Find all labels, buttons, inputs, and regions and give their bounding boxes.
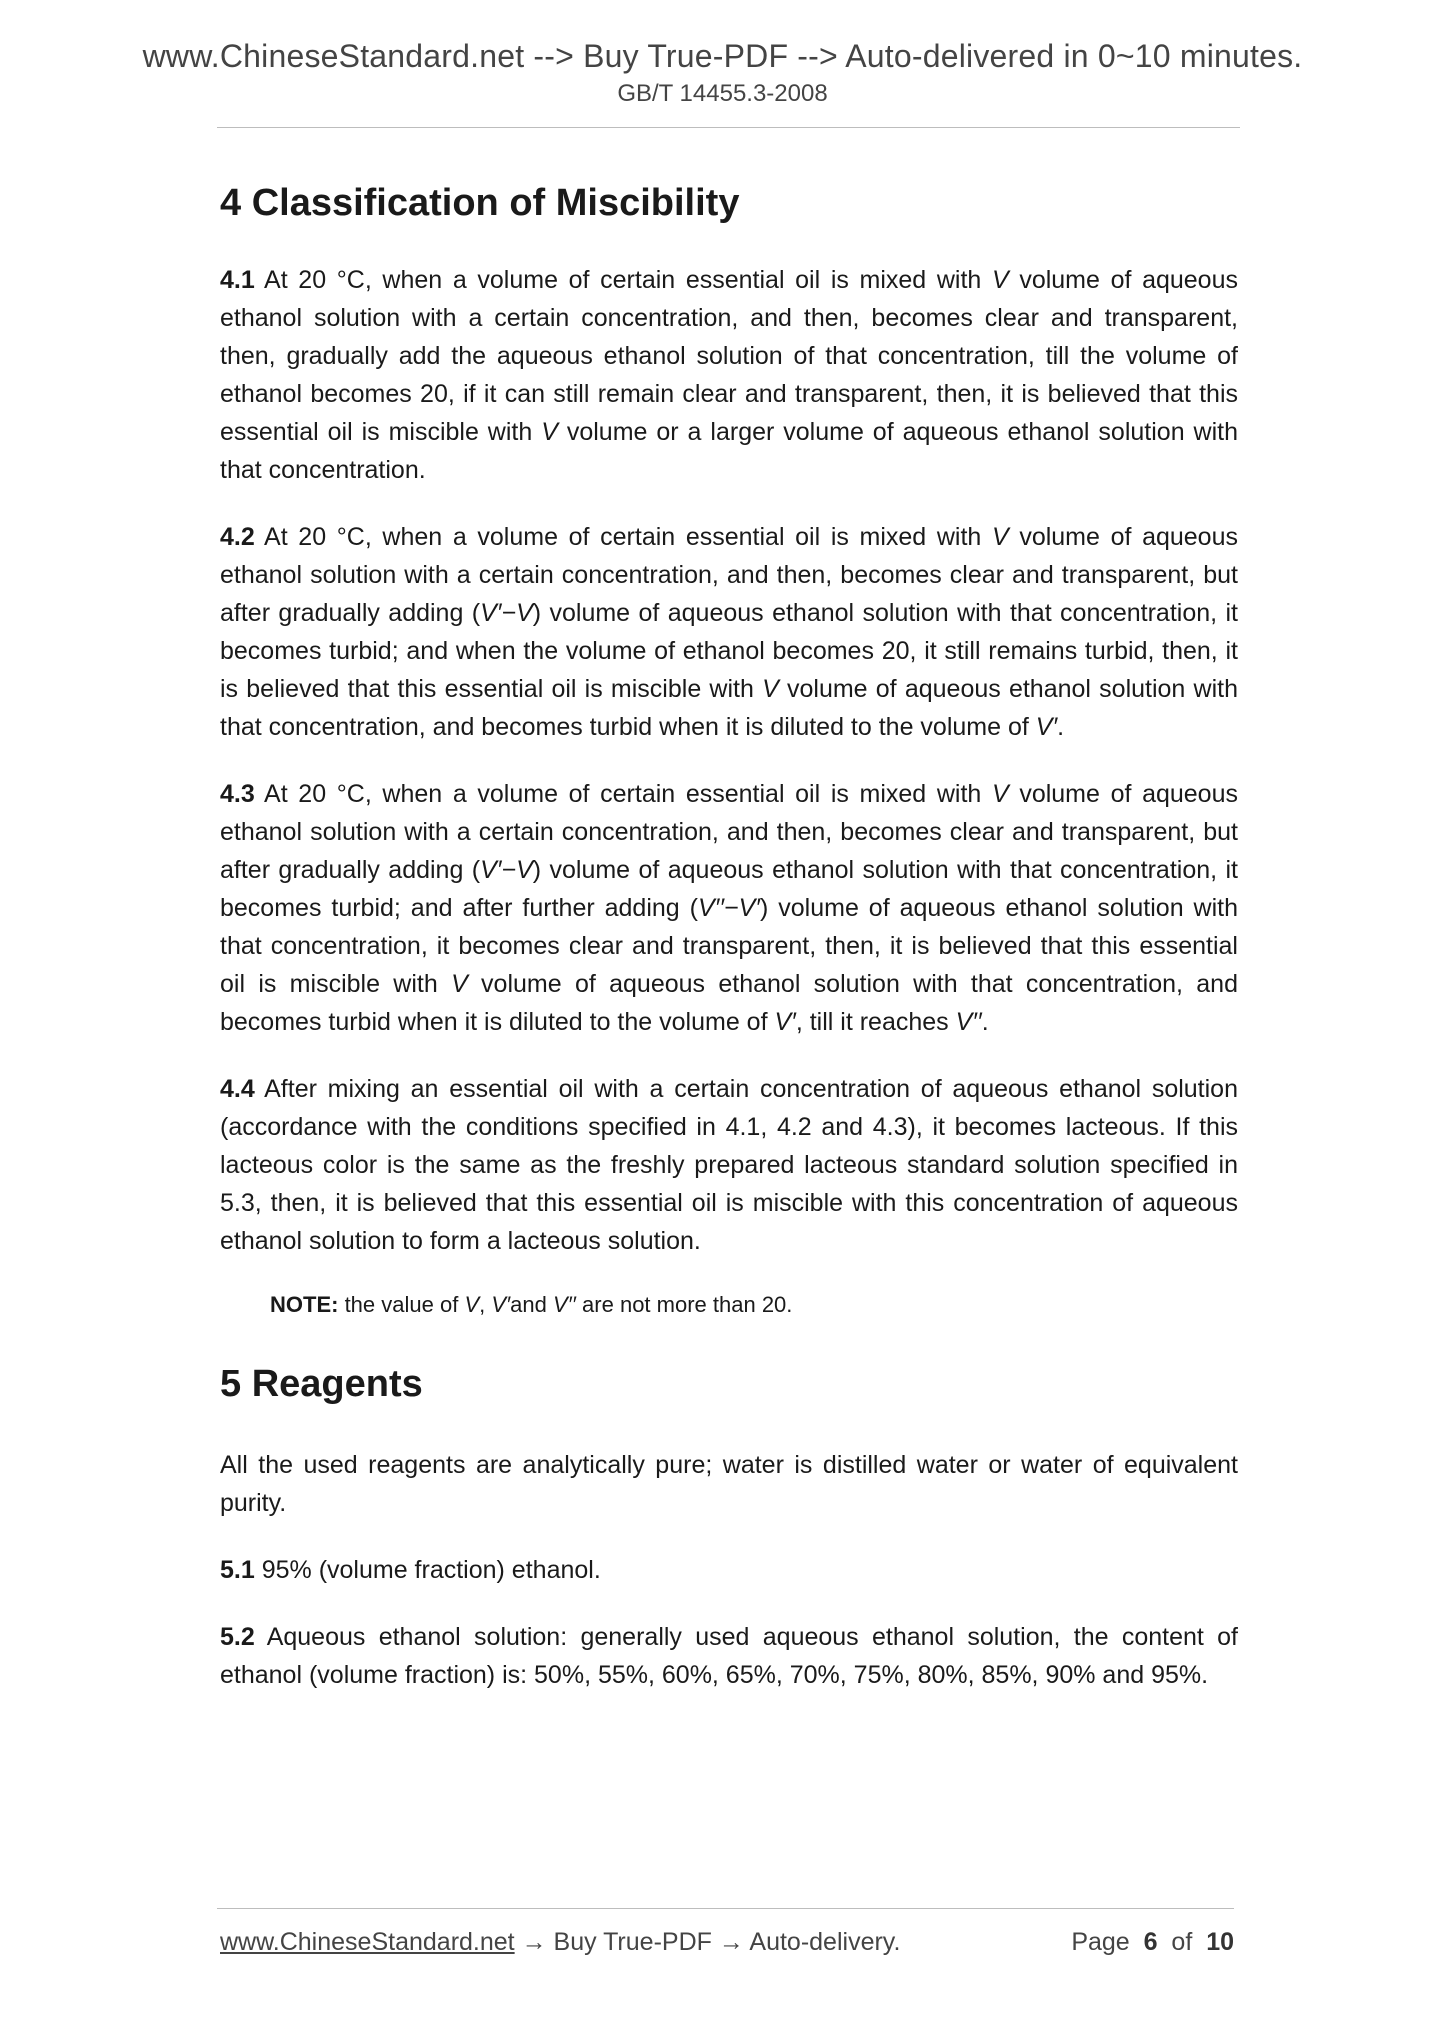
variable: V′ <box>491 1292 511 1317</box>
header-divider <box>217 127 1240 128</box>
variable: V <box>762 675 779 703</box>
variable: V <box>991 780 1009 808</box>
footer-promo-text: → Buy True-PDF → Auto-delivery. <box>514 1928 901 1956</box>
page-content <box>220 182 1238 1723</box>
clause-number: 4.3 <box>220 780 255 808</box>
variable: V′′−V′ <box>697 894 760 922</box>
page-footer <box>220 1928 1234 1964</box>
variable: V <box>451 970 468 998</box>
page-total: 10 <box>1206 1928 1234 1956</box>
variable: V′ <box>774 1008 796 1036</box>
clause-number: 4.2 <box>220 523 255 551</box>
variable: V <box>991 266 1009 294</box>
variable: V <box>991 523 1009 551</box>
clause-number: 4.4 <box>220 1075 255 1103</box>
note-label: NOTE: <box>270 1292 339 1317</box>
variable: V <box>541 418 558 446</box>
variable: V′′ <box>955 1008 982 1036</box>
clause-number: 5.1 <box>220 1556 255 1584</box>
footer-divider <box>217 1908 1234 1909</box>
clause-5-1: 5.1 95% (volume fraction) ethanol. <box>220 1556 601 1584</box>
header-banner: www.ChineseStandard.net --> Buy True-PDF --> Auto-delivered in 0~10 minutes. <box>142 38 1303 74</box>
standard-code: GB/T 14455.3-2008 <box>617 80 828 107</box>
section-5-intro: All the used reagents are analytically pure; water is distilled water or water of equivalent purity. <box>220 1451 1238 1517</box>
page-indicator: Page 6 of 10 <box>1071 1928 1234 1956</box>
clause-4-1: 4.1 At 20 °C, when a volume of certain essential oil is mixed with V volume of aqueous ethanol solution with a certain concentration, and then, becomes clear and transparent, then, gradually add the aqueous ethanol solution of that concentration, till the volume of ethanol becomes 20, if it can still remain clear and transparent, then, it is believed that this essential oil is miscible with V volume or a larger volume of aqueous ethanol solution with that concentration. <box>220 266 1239 484</box>
page-number: 6 <box>1143 1928 1158 1956</box>
variable: V′ <box>1035 713 1058 741</box>
clause-4-3: 4.3 At 20 °C, when a volume of certain essential oil is mixed with V volume of aqueous ethanol solution with a certain concentration, and then, becomes clear and transparent, but after gradually adding (V′−V) volume of aqueous ethanol solution with that concentration, it becomes turbid; and after further adding (V′′−V′) volume of aqueous ethanol solution with that concentration, it becomes clear and transparent, then, it is believed that this essential oil is miscible with V volume of aqueous ethanol solution with that concentration, and becomes turbid when it is diluted to the volume of V′, till it reaches V′′. <box>220 780 1238 1036</box>
section-4-title: 4 Classification of Miscibility <box>220 182 740 224</box>
clause-5-2: 5.2 Aqueous ethanol solution: generally used aqueous ethanol solution, the content of ethanol (volume fraction) is: 50%, 55%, 60%, 65%, 70%, 75%, 80%, 85%, 90% and 95%. <box>220 1623 1238 1689</box>
note: NOTE: the value of V, V′and V′′ are not more than 20. <box>270 1292 793 1317</box>
variable: V′′ <box>553 1292 576 1317</box>
variable: V <box>464 1292 480 1317</box>
clause-number: 4.1 <box>220 266 255 294</box>
variable: V′−V <box>480 856 533 884</box>
clause-4-2: 4.2 At 20 °C, when a volume of certain essential oil is mixed with V volume of aqueous ethanol solution with a certain concentration, and then, becomes clear and transparent, but after gradually adding (V′−V) volume of aqueous ethanol solution with that concentration, it becomes turbid; and when the volume of ethanol becomes 20, it still remains turbid, then, it is believed that this essential oil is miscible with V volume of aqueous ethanol solution with that concentration, and becomes turbid when it is diluted to the volume of V′. <box>220 523 1238 741</box>
section-5-title: 5 Reagents <box>220 1363 423 1405</box>
clause-4-4: 4.4 After mixing an essential oil with a certain concentration of aqueous ethanol solution (accordance with the conditions specified in 4.1, 4.2 and 4.3), it becomes lacteous. If this lacteous color is the same as the freshly prepared lacteous standard solution specified in 5.3, then, it is believed that this essential oil is miscible with this concentration of aqueous ethanol solution to form a lacteous solution. <box>220 1075 1238 1255</box>
clause-number: 5.2 <box>220 1623 255 1651</box>
footer-site-link[interactable]: www.ChineseStandard.net <box>220 1928 515 1956</box>
variable: V′−V <box>480 599 533 627</box>
footer-promo <box>220 1928 900 1957</box>
